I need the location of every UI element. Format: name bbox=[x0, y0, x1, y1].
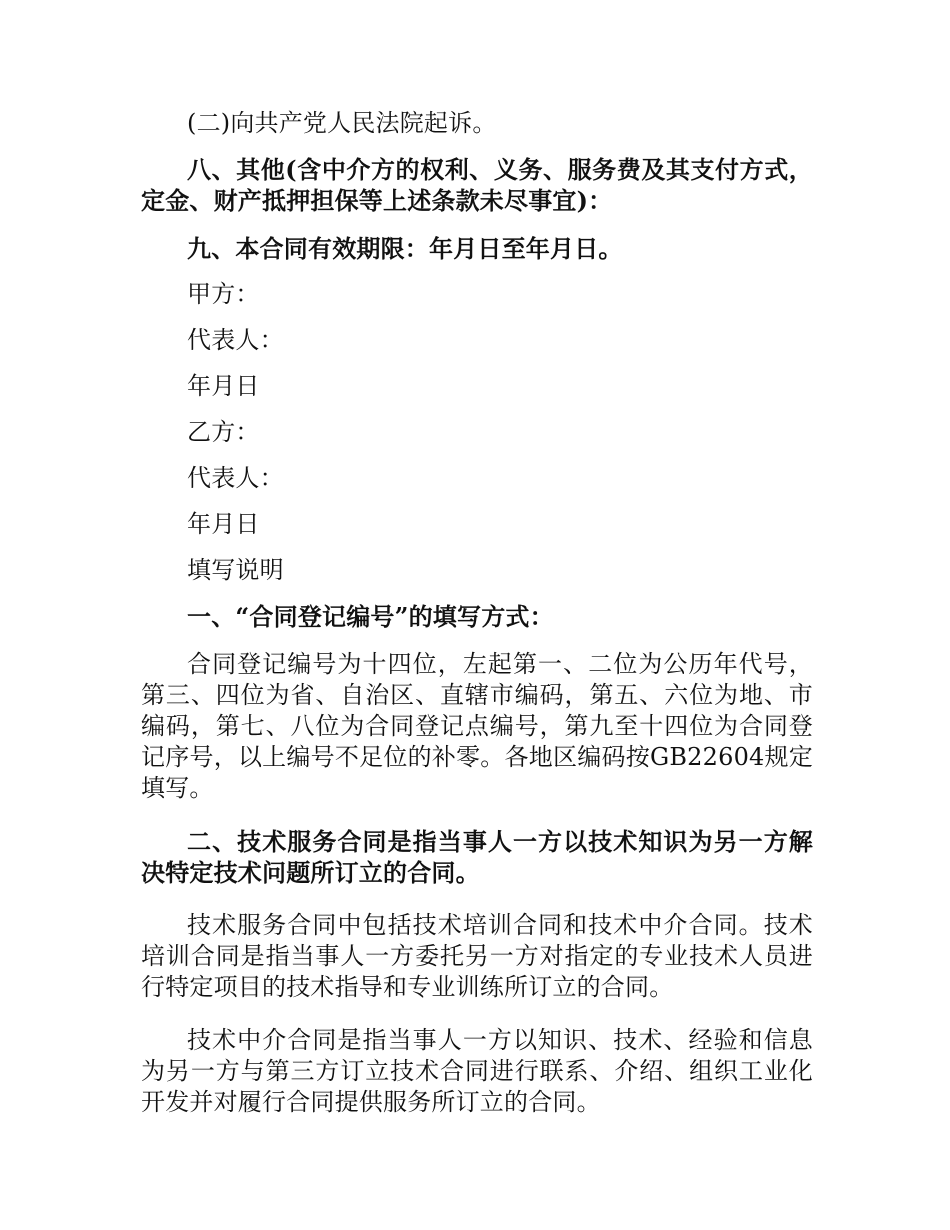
party-b-label: 乙方： bbox=[187, 418, 260, 446]
party-b-representative: 代表人： bbox=[187, 464, 284, 492]
instruction-one-body: 合同登记编号为十四位，左起第一、二位为公历年代号，第三、四位为省、自治区、直辖市编码，第五、六位为地、市编码，第七、八位为合同登记点编号，第九至十四位为合同登记序号，以上编号不足位的补零。各地区编码按GB22604规定填写。 bbox=[141, 650, 813, 802]
party-a-label: 甲方： bbox=[187, 280, 260, 308]
clause-eight-other: 八、其他(含中介方的权利、义务、服务费及其支付方式，定金、财产抵押担保等上述条款未尽事宜)： bbox=[141, 155, 813, 215]
technical-service-paragraph: 技术服务合同中包括技术培训合同和技术中介合同。技术培训合同是指当事人一方委托另一方对指定的专业技术人员进行特定项目的技术指导和专业训练所订立的合同。 bbox=[141, 911, 813, 1001]
clause-lawsuit: (二)向共产党人民法院起诉。 bbox=[187, 109, 497, 137]
technical-intermediary-paragraph: 技术中介合同是指当事人一方以知识、技术、经验和信息为另一方与第三方订立技术合同进行联系、介绍、组织工业化开发并对履行合同提供服务所订立的合同。 bbox=[141, 1026, 813, 1116]
instructions-heading: 填写说明 bbox=[187, 556, 284, 584]
instruction-one-heading: 一、“合同登记编号”的填写方式： bbox=[187, 602, 554, 631]
party-a-representative: 代表人： bbox=[187, 326, 284, 354]
clause-nine-validity: 九、本合同有效期限：年月日至年月日。 bbox=[187, 234, 623, 263]
party-a-date: 年月日 bbox=[187, 372, 260, 400]
instruction-two-heading: 二、技术服务合同是指当事人一方以技术知识为另一方解决特定技术问题所订立的合同。 bbox=[141, 827, 813, 887]
party-b-date: 年月日 bbox=[187, 510, 260, 538]
document-page bbox=[141, 108, 813, 1118]
